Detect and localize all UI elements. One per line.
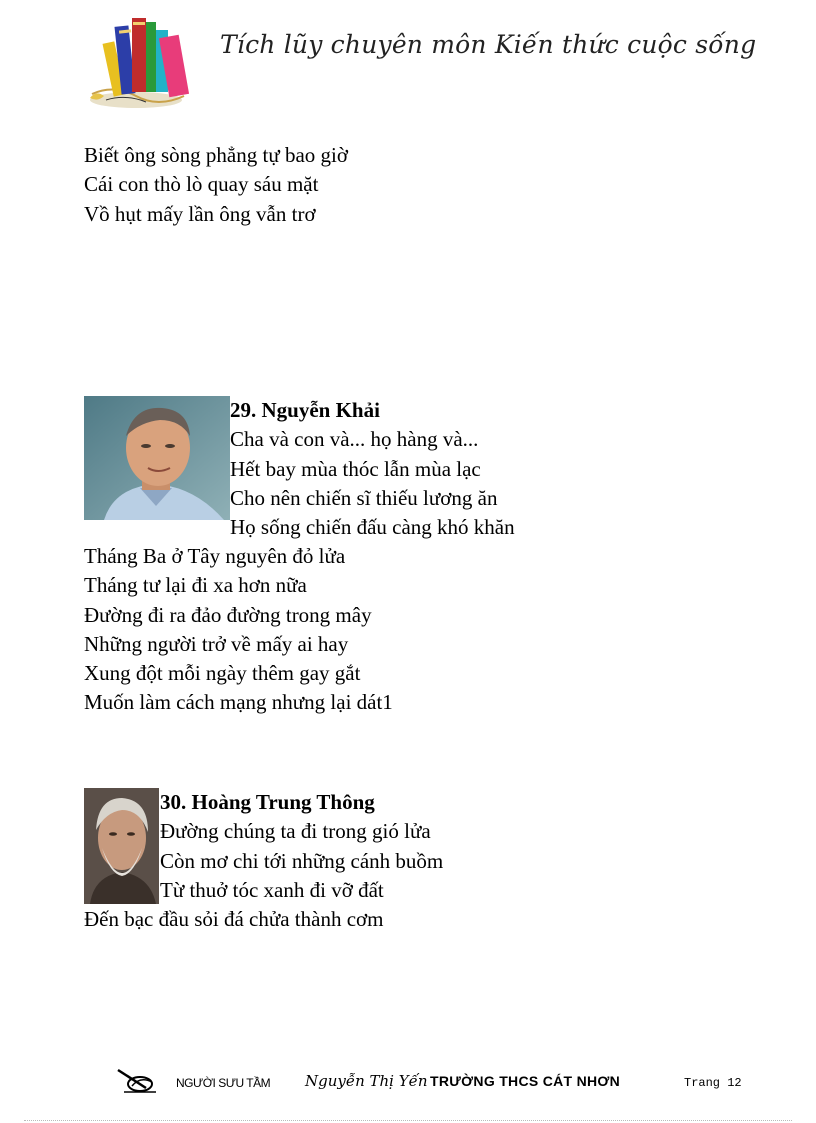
poet29-verse [230,396,515,542]
verse-line: Biết ông sòng phẳng tự bao giờ [84,143,348,167]
verse-line: Vồ hụt mấy lần ông vẫn trơ [84,201,316,226]
poet-title: 29. Nguyễn Khải [230,398,380,422]
verse-line: Từ thuở tóc xanh đi vỡ đất [160,877,384,902]
portrait-nguyen-khai [84,396,230,520]
verse-line: Những người trở về mấy ai hay [84,631,349,656]
verse-line: Tháng tư lại đi xa hơn nữa [84,573,307,598]
books-logo-icon [84,12,208,112]
verse-line: Cha và con và... họ hàng và... [230,427,479,452]
poet30-verse-continued [84,905,383,934]
verse-line: Cái con thò lò quay sáu mặt [84,172,319,197]
verse-line: Hết bay mùa thóc lẫn mùa lạc [230,456,481,481]
header-title: Tích lũy chuyên môn Kiến thức cuộc sống [220,30,757,59]
verse-line: Đường đi ra đảo đường trong mây [84,602,372,627]
portrait-hoang-trung-thong [84,788,159,904]
intro-verse [84,141,348,229]
poet29-verse-continued [84,542,393,718]
footer-divider [24,1120,792,1121]
page-number: Trang 12 [684,1076,742,1090]
verse-line: Cho nên chiến sĩ thiếu lương ăn [230,485,498,510]
verse-line: Muốn làm cách mạng nhưng lại dát1 [84,690,393,715]
author-name: Nguyễn Thị Yến [305,1072,428,1090]
collector-label: NGƯỜI SƯU TẦM [176,1076,271,1090]
verse-line: Tháng Ba ở Tây nguyên đỏ lửa [84,544,346,568]
verse-line: Họ sống chiến đấu càng khó khăn [230,515,515,540]
page-footer [0,1066,816,1096]
poet30-verse [160,788,443,905]
quill-icon [116,1066,158,1094]
verse-line: Còn mơ chi tới những cánh buồm [160,848,444,873]
verse-line: Xung đột mỗi ngày thêm gay gắt [84,661,361,686]
poet-title: 30. Hoàng Trung Thông [160,790,375,814]
verse-line: Đến bạc đầu sỏi đá chửa thành cơm [84,907,384,931]
school-name: TRƯỜNG THCS CÁT NHƠN [430,1073,621,1089]
verse-line: Đường chúng ta đi trong gió lửa [160,819,431,844]
